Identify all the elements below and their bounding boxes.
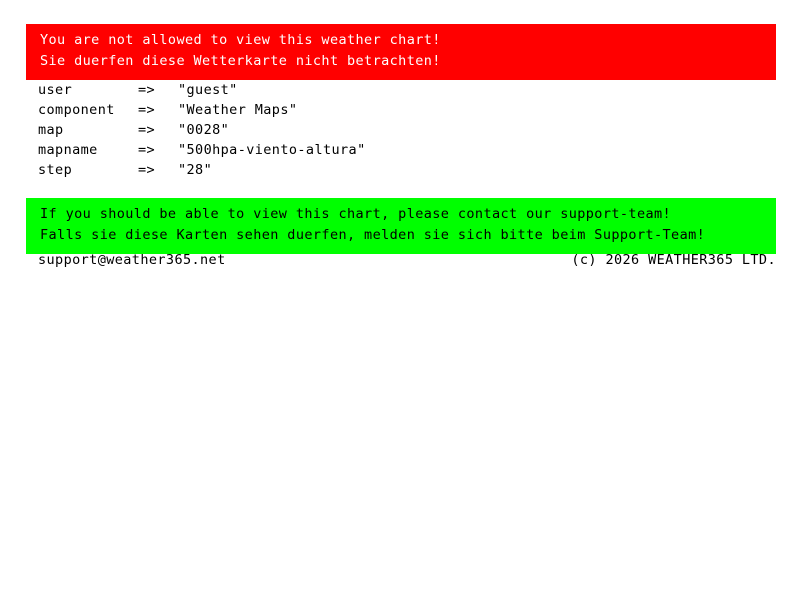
parameter-row xyxy=(38,80,758,100)
info-banner-line-en: If you should be able to view this chart, please contact our support-team! xyxy=(40,206,672,222)
parameter-row xyxy=(38,120,758,140)
parameter-arrow: => xyxy=(138,142,156,158)
parameter-arrow: => xyxy=(138,82,156,98)
parameter-row xyxy=(38,100,758,120)
parameter-key: map xyxy=(38,122,64,138)
parameter-key: step xyxy=(38,162,73,178)
info-banner xyxy=(26,198,776,254)
error-banner-line-en: You are not allowed to view this weather chart! xyxy=(40,32,441,48)
parameter-key: component xyxy=(38,102,115,118)
error-banner xyxy=(26,24,776,80)
footer xyxy=(38,250,776,270)
info-banner-line-de: Falls sie diese Karten sehen duerfen, melden sie sich bitte beim Support-Team! xyxy=(40,227,706,243)
parameter-value: "28" xyxy=(178,162,213,178)
error-banner-line-de: Sie duerfen diese Wetterkarte nicht betrachten! xyxy=(40,53,441,69)
parameter-list xyxy=(38,80,758,180)
parameter-key: user xyxy=(38,82,73,98)
parameter-arrow: => xyxy=(138,122,156,138)
parameter-value: "guest" xyxy=(178,82,238,98)
support-email-link[interactable]: support@weather365.net xyxy=(38,252,226,268)
parameter-arrow: => xyxy=(138,102,156,118)
parameter-row xyxy=(38,140,758,160)
parameter-row xyxy=(38,160,758,180)
parameter-key: mapname xyxy=(38,142,98,158)
parameter-value: "0028" xyxy=(178,122,230,138)
parameter-arrow: => xyxy=(138,162,156,178)
copyright-text: (c) 2026 WEATHER365 LTD. xyxy=(571,252,776,268)
parameter-value: "Weather Maps" xyxy=(178,102,298,118)
parameter-value: "500hpa-viento-altura" xyxy=(178,142,366,158)
